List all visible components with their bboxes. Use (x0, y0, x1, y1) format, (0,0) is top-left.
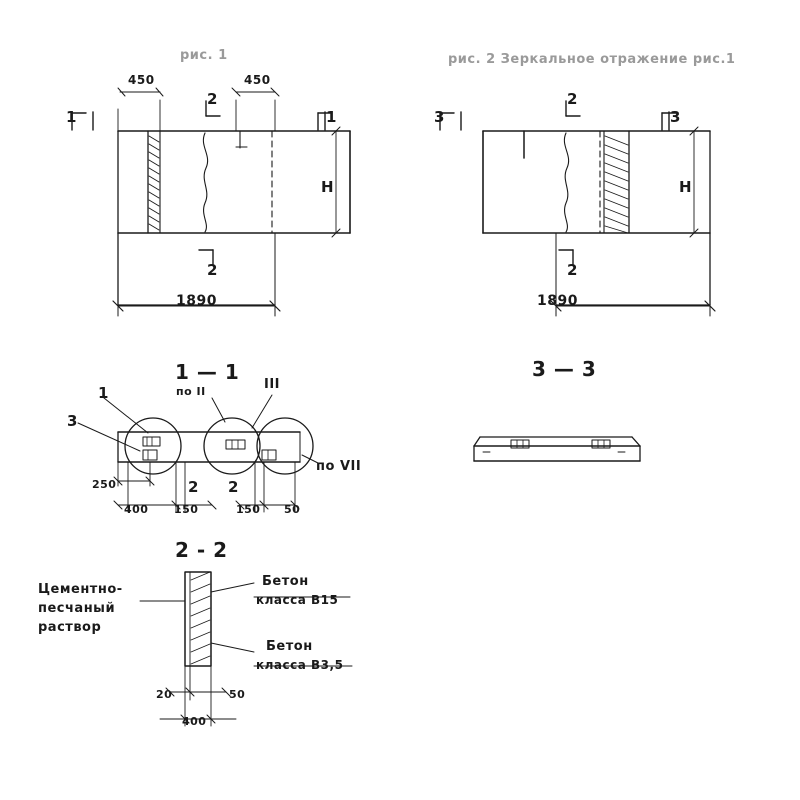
view1-section-mark-right: 1 (326, 108, 337, 126)
section-2-2-title: 2 - 2 (175, 538, 228, 562)
node-label-III: III (264, 377, 281, 392)
view1-dim-450-right: 450 (244, 73, 271, 87)
view2-section-mark-top: 2 (567, 90, 578, 108)
section-3-3-title: 3 — 3 (532, 357, 597, 381)
label-concrete-b15-line2: класса В15 (256, 593, 339, 607)
section-2-2-dim-50: 50 (229, 688, 246, 701)
section-1-1-title: 1 — 1 (175, 360, 240, 384)
section-1-1-callout-1: 1 (98, 384, 109, 402)
view1-section-mark-bottom: 2 (207, 261, 218, 279)
section-1-1-dim-250: 250 (92, 478, 117, 491)
view1-height-label: H (321, 178, 335, 196)
label-cement-mortar-line2: песчаный (38, 601, 116, 616)
view1-dim-total: 1890 (176, 293, 217, 309)
label-concrete-b35-line2: класса В3,5 (256, 658, 344, 672)
section-2-2-dim-20: 20 (156, 688, 173, 701)
section-1-1-dim-150a: 150 (174, 503, 199, 516)
label-concrete-b35-line1: Бетон (266, 639, 313, 654)
view2-height-label: H (679, 178, 693, 196)
view2-section-mark-right: 3 (670, 108, 681, 126)
section-1-1-callout-2b: 2 (228, 478, 239, 496)
section-1-1-dim-50: 50 (284, 503, 301, 516)
title-figure-1: рис. 1 (180, 48, 228, 63)
view1-dim-450-left: 450 (128, 73, 155, 87)
section-1-1-callout-2a: 2 (188, 478, 199, 496)
view2-section-mark-left: 3 (434, 108, 445, 126)
view1-section-mark-left: 1 (66, 108, 77, 126)
node-label-po-II: по II (176, 385, 206, 398)
label-concrete-b15-line1: Бетон (262, 574, 309, 589)
node-label-po-VII: по VII (316, 459, 362, 474)
section-1-1-callout-3: 3 (67, 412, 78, 430)
section-1-1-dim-150b: 150 (236, 503, 261, 516)
label-cement-mortar-line1: Цементно- (38, 582, 123, 597)
title-figure-2: рис. 2 Зеркальное отражение рис.1 (448, 52, 736, 67)
section-2-2-dim-400: 400 (182, 715, 207, 728)
section-1-1-dim-400: 400 (124, 503, 149, 516)
view1-section-mark-top: 2 (207, 90, 218, 108)
label-cement-mortar-line3: раствор (38, 620, 102, 635)
view2-dim-total: 1890 (537, 293, 578, 309)
view2-section-mark-bottom: 2 (567, 261, 578, 279)
